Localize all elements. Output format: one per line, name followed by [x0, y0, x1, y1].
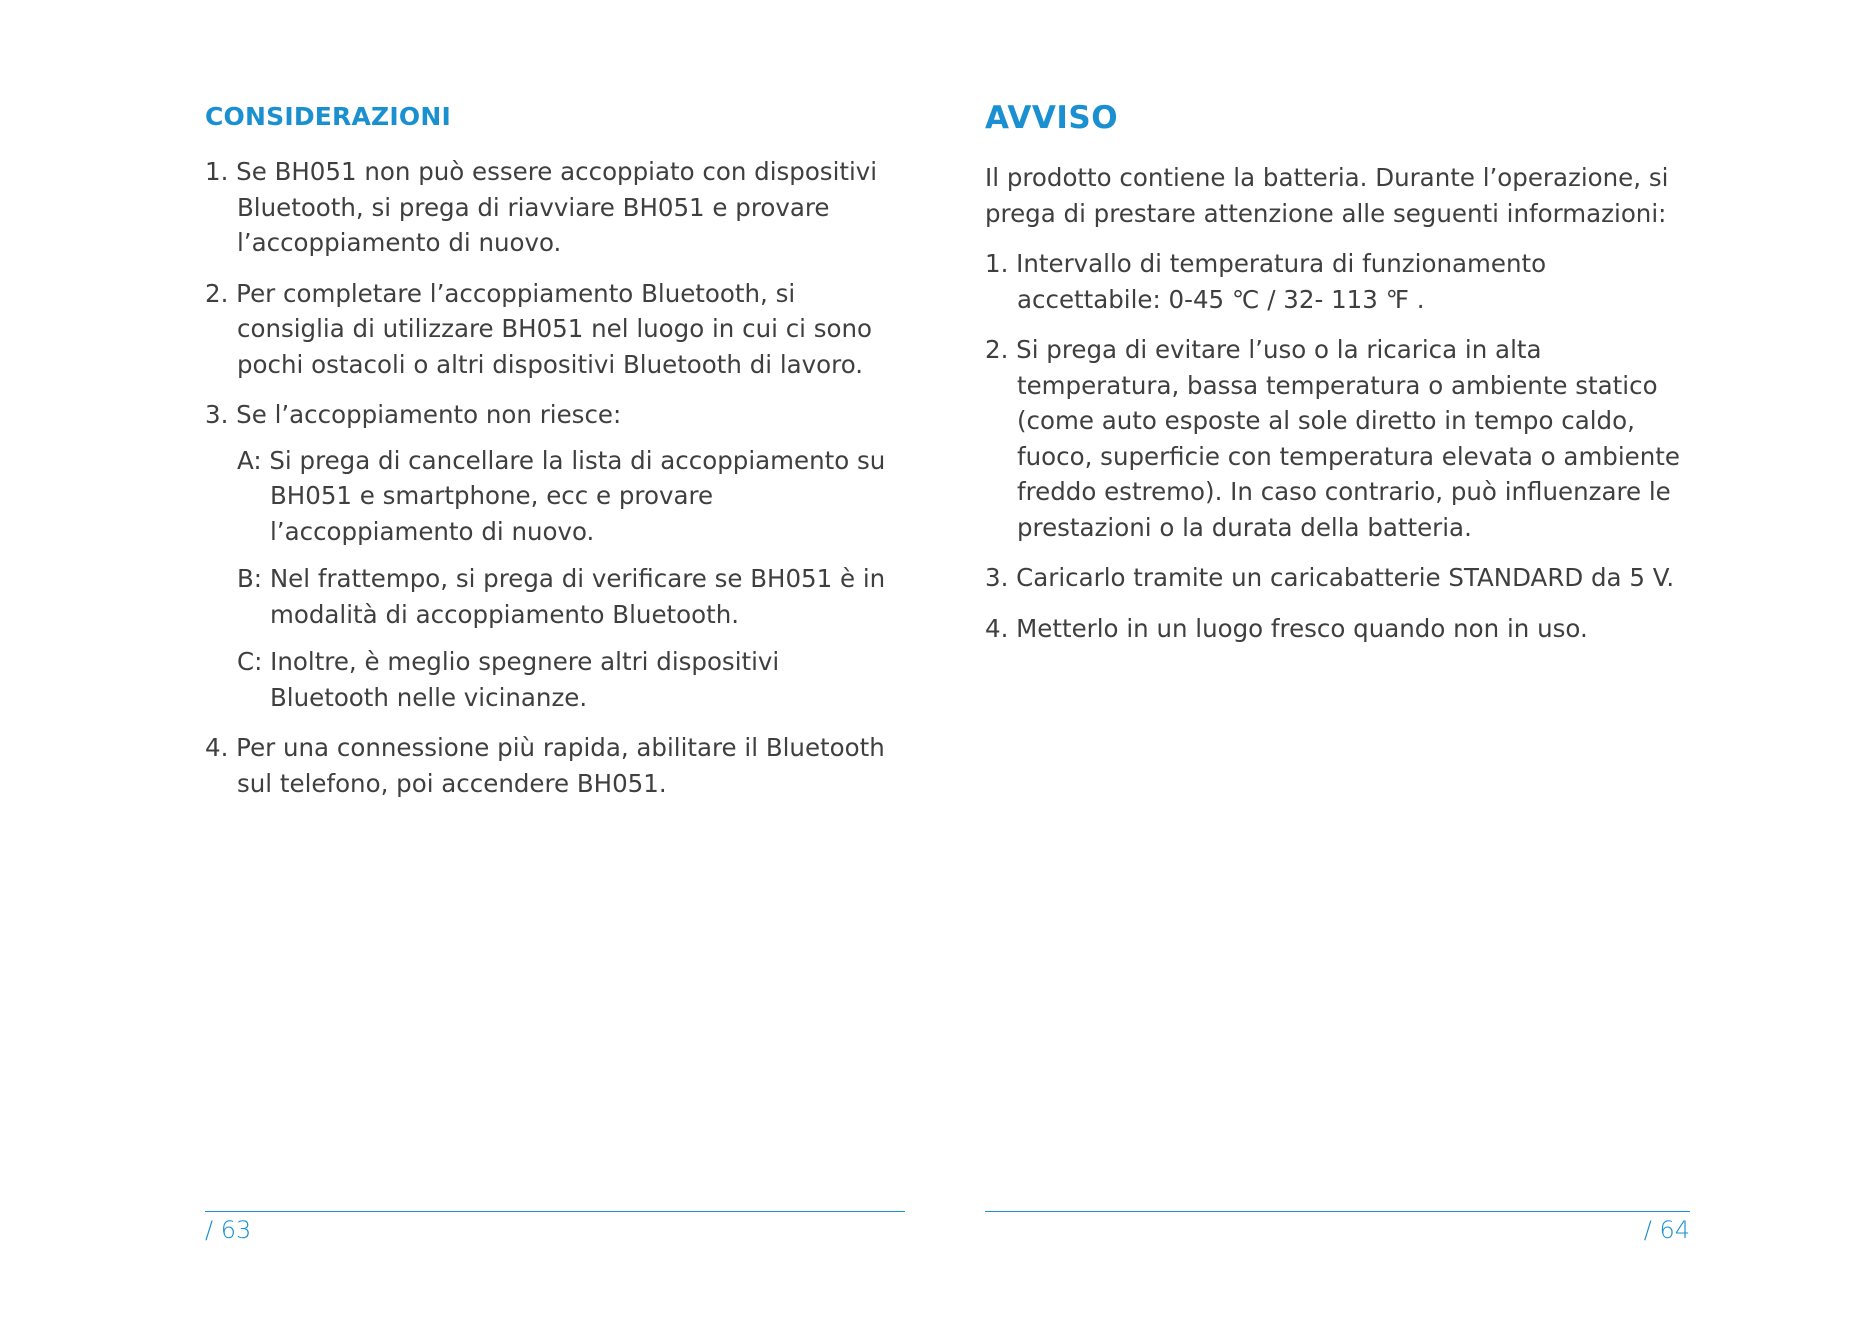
right-body — [985, 160, 1690, 661]
list-item: 1. Se BH051 non può essere accoppiato con dispositivi Bluetooth, si prega di riavviare BH051 e provare l’accoppiamento di nuovo. — [205, 157, 878, 257]
sub-list-item: A: Si prega di cancellare la lista di accoppiamento su BH051 e smartphone, ecc e provare l’accoppiamento di nuovo. — [237, 445, 886, 546]
page-number: / 64 — [1643, 1216, 1690, 1244]
intro-paragraph: Il prodotto contiene la batteria. Durante l’operazione, si prega di prestare attenzione alle seguenti informazioni: — [985, 163, 1669, 228]
right-page — [985, 0, 1690, 1324]
section-heading: AVVISO — [985, 100, 1119, 136]
sub-list-item: C: Inoltre, è meglio spegnere altri dispositivi Bluetooth nelle vicinanze. — [237, 647, 780, 712]
list-item: 3. Caricarlo tramite un caricabatterie STANDARD da 5 V. — [985, 563, 1675, 592]
list-item: 2. Per completare l’accoppiamento Bluetooth, si consiglia di utilizzare BH051 nel luogo in cui ci sono pochi ostacoli o altri dispositivi Bluetooth di lavoro. — [205, 278, 873, 379]
sub-list-item: B: Nel frattempo, si prega di verificare se BH051 è in modalità di accoppiamento Bluetooth. — [237, 564, 886, 629]
page-number: / 63 — [205, 1216, 252, 1244]
list-item: 4. Metterlo in un luogo fresco quando non in uso. — [985, 613, 1588, 643]
list-item: 4. Per una connessione più rapida, abilitare il Bluetooth sul telefono, poi accendere BH051. — [205, 733, 885, 798]
section-heading: CONSIDERAZIONI — [205, 102, 451, 131]
list-item: 1. Intervallo di temperatura di funzionamento accettabile: 0-45 ℃ / 32- 113 ℉ . — [985, 249, 1547, 314]
left-body — [205, 154, 905, 816]
footer-divider — [985, 1211, 1690, 1212]
footer-divider — [205, 1211, 905, 1212]
left-page — [205, 0, 905, 1324]
list-item: 3. Se l’accoppiamento non riesce: — [205, 400, 622, 429]
list-item: 2. Si prega di evitare l’uso o la ricarica in alta temperatura, bassa temperatura o ambiente statico (come auto esposte al sole diretto in tempo caldo, fuoco, superficie con temperatura elevata o ambiente freddo estremo). In caso contrario, può influenzare le prestazioni o la durata della batteria. — [985, 335, 1680, 542]
